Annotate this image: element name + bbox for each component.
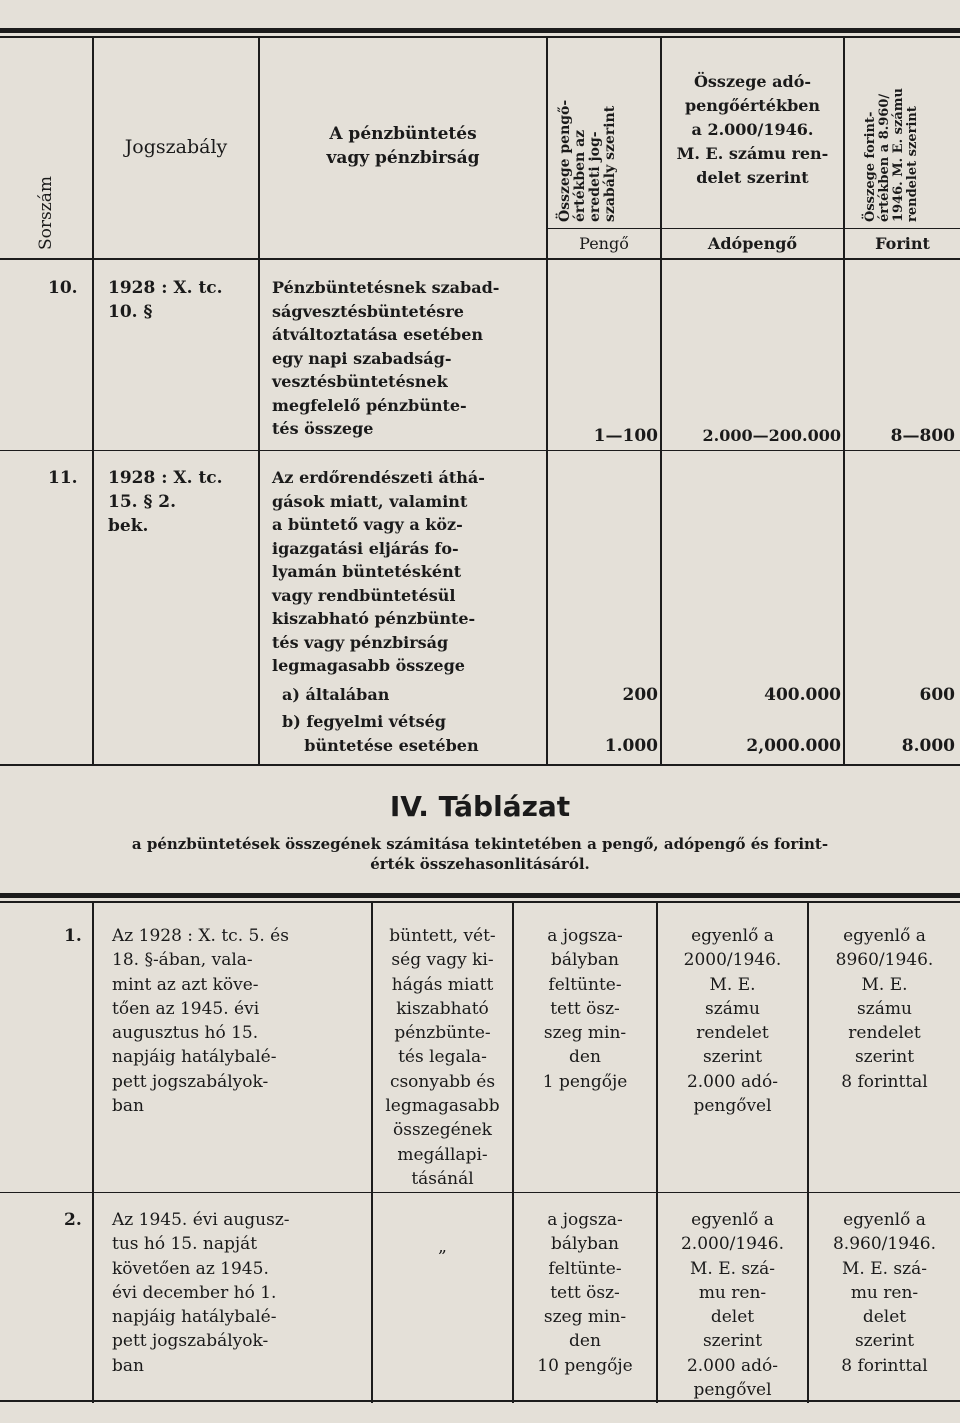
row11-num: 11. bbox=[48, 468, 78, 488]
row10-forint: 8—800 bbox=[890, 426, 955, 446]
table1-row-rule bbox=[0, 450, 960, 451]
row11-forint-b: 8.000 bbox=[901, 736, 955, 756]
row11-adopengo-a: 400.000 bbox=[764, 685, 841, 705]
table1-top-rule bbox=[0, 28, 960, 33]
t2-row1-c5: egyenlő a 8960/1946. M. E. számu rendelet szerint 8 forinttal bbox=[835, 926, 934, 1092]
section-subtitle: a pénzbüntetések összegének számitása tekintetében a pengő, adópengő és forint- érték összehasonlitásáról. bbox=[131, 835, 829, 873]
t2-row1-c1: Az 1928 : X. tc. 5. és 18. §-ában, vala- mint az azt köve- tően az 1945. évi augusztus hó 15. napjáig hatálybalé- pett jogszabályok- ban bbox=[112, 926, 289, 1117]
table1-unit-rule bbox=[546, 228, 960, 229]
section-title: IV. Táblázat bbox=[389, 790, 571, 823]
unit-pengo: Pengő bbox=[579, 234, 629, 253]
row11-law: 1928 : X. tc. 15. § 2. bek. bbox=[108, 468, 223, 536]
header-jogszabaly: Jogszabály bbox=[124, 136, 228, 158]
t2-row1-c4: egyenlő a 2000/1946. M. E. számu rendelet szerint 2.000 adó- pengővel bbox=[683, 926, 782, 1117]
t2-row2-c5: egyenlő a 8.960/1946. M. E. szá- mu ren- delet szerint 8 forinttal bbox=[832, 1210, 937, 1376]
t2-row2-num: 2. bbox=[64, 1210, 82, 1230]
row11-adopengo-b: 2,000.000 bbox=[746, 736, 841, 756]
t2-row1-c3: a jogsza- bályban feltünte- tett ösz- szeg min- den 1 pengője bbox=[542, 926, 628, 1092]
header-penzbuntetes: A pénzbüntetés vagy pénzbirság bbox=[326, 124, 480, 168]
row11-sub-a: a) általában bbox=[282, 685, 390, 704]
row11-pengo-a: 200 bbox=[622, 685, 658, 705]
table2-top-rule-2 bbox=[0, 901, 960, 903]
t2-row1-num: 1. bbox=[64, 926, 82, 946]
row10-law: 1928 : X. tc. 10. § bbox=[108, 278, 223, 322]
header-sorszam: Sorszám bbox=[36, 176, 56, 250]
header-osszeg-adopengo: Összege adó- pengőértékben a 2.000/1946. M. E. számu ren- delet szerint bbox=[676, 72, 829, 187]
row11-sub-b: b) fegyelmi vétség büntetése esetében bbox=[282, 712, 479, 755]
table2-row-rule bbox=[0, 1192, 960, 1193]
table1-vline bbox=[843, 36, 845, 766]
t2-row2-c2: „ bbox=[438, 1237, 447, 1257]
header-osszeg-forint: Összege forint- értékben a 8.960/ 1946. M. E. számu rendelet szerint bbox=[863, 88, 920, 222]
table1-top-rule-2 bbox=[0, 36, 960, 38]
header-osszeg-pengo: Összege pengő- értékben az eredeti jog- szabály szerint bbox=[557, 99, 618, 222]
row11-pengo-b: 1.000 bbox=[604, 736, 658, 756]
t2-row1-c2: büntett, vét- ség vagy ki- hágás miatt kiszabható pénzbünte- tés legala- csonyabb és legmagasabb összegének megállapi- tásánál bbox=[385, 926, 500, 1189]
t2-row2-c1: Az 1945. évi augusz- tus hó 15. napját követően az 1945. évi december hó 1. napjáig hatálybalé- pett jogszabályok- ban bbox=[112, 1210, 290, 1376]
row10-pengo: 1—100 bbox=[593, 426, 658, 446]
table2-vline bbox=[92, 903, 94, 1403]
table2-bottom-rule bbox=[0, 1400, 960, 1402]
row10-desc: Pénzbüntetésnek szabad- ságvesztésbüntetésre átváltoztatása esetében egy napi szabadság- vesztésbüntetésnek megfelelő pénzbünte- tés összege bbox=[272, 278, 500, 438]
row10-adopengo: 2.000—200.000 bbox=[702, 426, 841, 445]
table1-bottom-rule bbox=[0, 764, 960, 766]
unit-forint: Forint bbox=[875, 234, 930, 253]
t2-row2-c4: egyenlő a 2.000/1946. M. E. szá- mu ren- delet szerint 2.000 adó- pengővel bbox=[680, 1210, 785, 1401]
table2-top-rule bbox=[0, 893, 960, 898]
t2-row2-c3: a jogsza- bályban feltünte- tett ösz- szeg min- den 10 pengője bbox=[537, 1210, 633, 1376]
table1-header-rule bbox=[0, 258, 960, 260]
unit-adopengo: Adópengő bbox=[707, 234, 798, 253]
row11-desc: Az erdőrendészeti áthá- gások miatt, valamint a büntető vagy a köz- igazgatási eljárás fo- lyamán büntetésként vagy rendbüntetésül kiszabható pénzbünte- tés vagy pénzbirság legmagasabb összege bbox=[272, 468, 485, 675]
row11-forint-a: 600 bbox=[919, 685, 955, 705]
table1-vline bbox=[546, 36, 548, 766]
row10-num: 10. bbox=[48, 278, 78, 298]
